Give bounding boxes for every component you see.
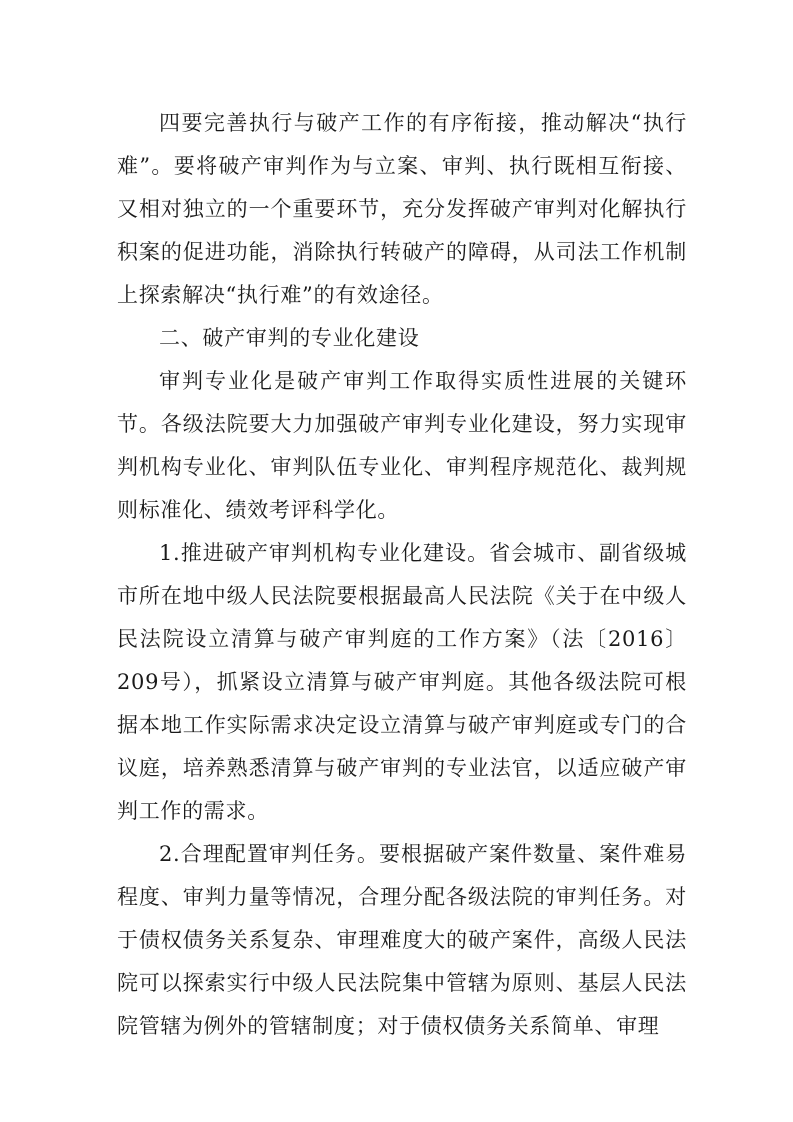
paragraph-specialization-intro: 审判专业化是破产审判工作取得实质性进展的关键环节。各级法院要大力加强破产审判专业化建设，努力实现审判机构专业化、审判队伍专业化、审判程序规范化、裁判规则标准化、绩效考评科学化。 [117, 369, 687, 522]
document-body [117, 102, 687, 1048]
paragraph-item-2-task-allocation: 2.合理配置审判任务。要根据破产案件数量、案件难易程度、审判力量等情况，合理分配各级法院的审判任务。对于债权债务关系复杂、审理难度大的破产案件，高级人民法院可以探索实行中级人民法院集中管辖为原则、基层人民法院管辖为例外的管辖制度；对于债权债务关系简单、审理 [117, 842, 687, 1038]
paragraph-item-1-institutions: 1.推进破产审判机构专业化建设。省会城市、副省级城市所在地中级人民法院要根据最高人民法院《关于在中级人民法院设立清算与破产审判庭的工作方案》（法〔2016〕209号），抓紧设立清算与破产审判庭。其他各级法院可根据本地工作实际需求决定设立清算与破产审判庭或专门的合议庭，培养熟悉清算与破产审判的专业法官，以适应破产审判工作的需求。 [117, 541, 687, 823]
section-heading-specialization: 二、破产审判的专业化建设 [159, 326, 420, 350]
paragraph-execution-bankruptcy-link: 四要完善执行与破产工作的有序衔接，推动解决“执行难”。要将破产审判作为与立案、审判、执行既相互衔接、又相对独立的一个重要环节，充分发挥破产审判对化解执行积案的促进功能，消除执行转破产的障碍，从司法工作机制上探索解决“执行难”的有效途径。 [117, 111, 687, 307]
